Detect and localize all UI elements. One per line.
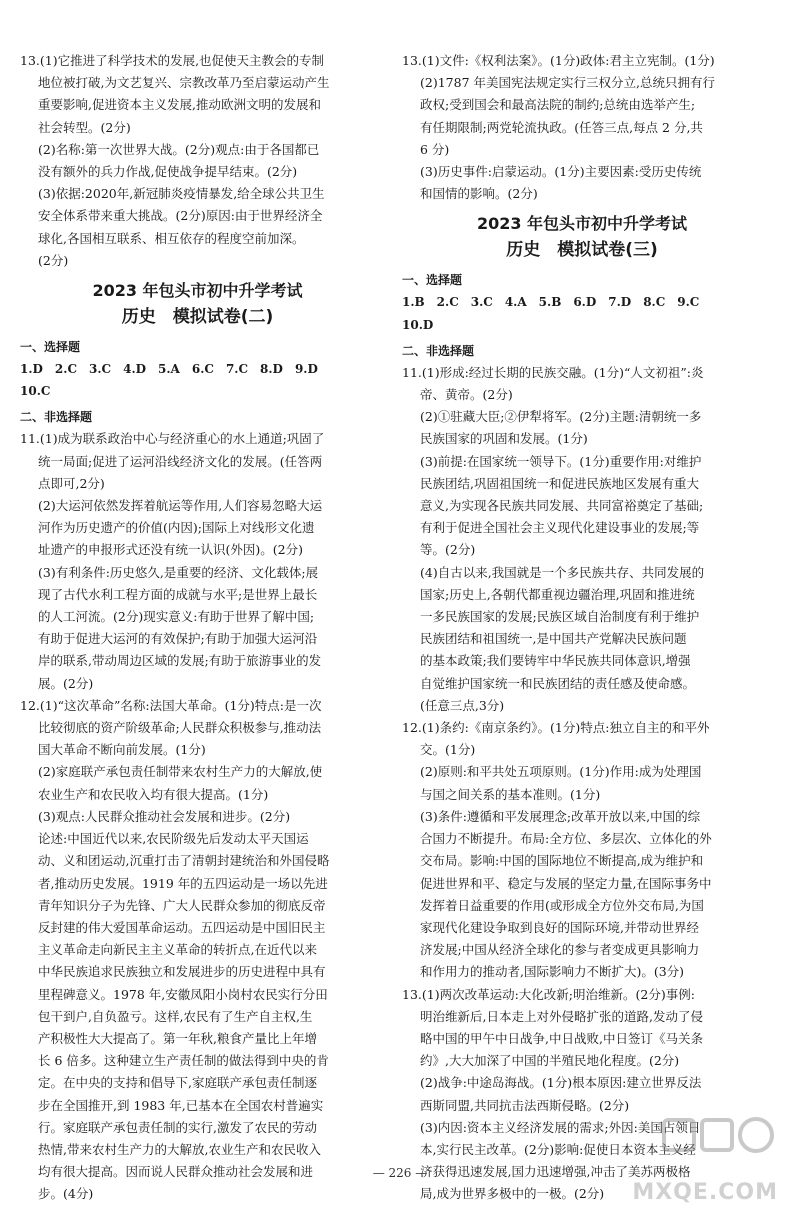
text-line: 步在全国推开,到 1983 年,已基本在全国农村普遍实	[38, 1097, 324, 1113]
left-answer-lines	[20, 428, 375, 1205]
text-line: (2)战争:中途岛海战。(1分)根本原因:建立世界反法	[420, 1075, 702, 1091]
watermark-logo-icon	[660, 1114, 778, 1174]
text-line: 产积极性大大提高了。第一年秋,粮食产量比上年增	[38, 1030, 317, 1046]
text-line: (3)条件:遵循和平发展理念;改革开放以来,中国的综	[420, 808, 701, 824]
text-line: 济获得迅速发展,国力迅速增强,冲击了美苏两极格	[420, 1164, 691, 1180]
text-line: 长 6 倍多。这种建立生产责任制的做法得到中央的肯	[38, 1053, 329, 1069]
text-line: 定。在中央的支持和倡导下,家庭联产承包责任制逐	[38, 1075, 317, 1091]
right-q13-block	[402, 50, 762, 205]
text-line: 行。家庭联产承包责任制的实行,激发了农民的劳动	[38, 1119, 317, 1135]
text-line: 民族团结和祖国统一,是中国共产党解决民族问题	[420, 631, 687, 647]
text-line: 址遗产的申报形式还没有统一认识(外因)。(2分)	[38, 542, 303, 558]
text-line: 青年知识分子为先锋、广大人民群众参加的彻底反帝	[38, 897, 326, 913]
text-line: 合国力不断提升。布局:全方位、多层次、立体化的外	[420, 831, 712, 847]
left-q13-block	[20, 50, 375, 272]
text-line: 明治维新后,日本走上对外侵略扩张的道路,发动了侵	[420, 1008, 703, 1024]
text-line: (3)内因:资本主义经济发展的需求;外因:美国占领日	[420, 1119, 701, 1135]
text-line: 重要影响,促进资本主义发展,推动欧洲文明的发展和	[38, 97, 321, 113]
text-line: 主义革命走向新民主主义革命的转折点,在近代以来	[38, 942, 317, 958]
text-line: 均有很大提高。因而说人民群众推动社会发展和进	[38, 1164, 314, 1180]
text-line: 国家;历史上,各朝代都重视边疆治理,巩固和推进统	[420, 586, 695, 602]
exam-subtitle: 历史 模拟试卷(二)	[121, 307, 274, 328]
text-line: (4)自古以来,我国就是一个多民族共存、共同发展的	[420, 564, 705, 580]
text-line: 济发展;中国从经济全球化的参与者变成更具影响力	[420, 942, 700, 958]
text-line: 11.(1)形成:经过长期的民族交融。(1分)“人文初祖”:炎	[402, 364, 704, 380]
text-line: 现了古代水利工程方面的成就与水平;是世界上最长	[38, 586, 318, 602]
text-line: (3)历史事件:启蒙运动。(1分)主要因素:受历史传统	[420, 164, 702, 180]
text-line: 河作为历史遗产的价值(内因);国际上对线形文化遗	[38, 520, 315, 536]
text-line: (2分)	[38, 252, 69, 268]
text-line: 安全体系带来重大挑战。(2分)原因:由于世界经济全	[38, 208, 323, 224]
choice-answers: 10.D	[402, 317, 434, 332]
text-line: 自觉维护国家统一和民族团结的责任感及使命感。	[420, 675, 696, 691]
choice-answers: 10.C	[20, 384, 51, 399]
text-line: 反封建的伟大爱国革命运动。五四运动是中国旧民主	[38, 919, 326, 935]
text-line: 岸的联系,带动周边区域的发展;有助于旅游事业的发	[38, 653, 322, 669]
text-line: 国大革命不断向前发展。(1分)	[38, 742, 206, 758]
text-line: 帝、黄帝。(2分)	[420, 387, 513, 403]
text-line: 民族团结,巩固祖国统一和促进民族地区发展有重大	[420, 475, 699, 491]
text-line: 农业生产和农民收入均有很大提高。(1分)	[38, 786, 269, 802]
text-line: 略中国的甲午中日战争,中日战败,中日签订《马关条	[420, 1030, 703, 1046]
text-line: (任意三点,3分)	[420, 697, 505, 713]
text-line: 和国情的影响。(2分)	[420, 186, 538, 202]
text-line: 13.(1)两次改革运动:大化改新;明治维新。(2分)事例:	[402, 986, 695, 1002]
text-line: 中华民族追求民族独立和发展进步的历史进程中具有	[38, 964, 326, 980]
text-line: 13.(1)文件:《权利法案》。(1分)政体:君主立宪制。(1分)	[402, 53, 715, 68]
text-line: 与国之间关系的基本准则。(1分)	[420, 786, 601, 802]
text-line: 局,成为世界多极中的一极。(2分)	[420, 1186, 605, 1202]
left-column	[20, 50, 375, 1206]
text-line: 6 分)	[420, 141, 450, 157]
text-line: 里程碑意义。1978 年,安徽凤阳小岗村农民实行分田	[38, 986, 328, 1002]
choice-answers: 1.B 2.C 3.C 4.A 5.B 6.D 7.D 8.C 9.C	[402, 295, 700, 310]
text-line: (3)有利条件:历史悠久,是重要的经济、文化载体;展	[38, 564, 319, 580]
text-line: 统一局面;促进了运河沿线经济文化的发展。(任答两	[38, 453, 323, 469]
text-line: 论述:中国近代以来,农民阶级先后发动太平天国运	[38, 831, 309, 847]
text-line: (2)1787 年美国宪法规定实行三权分立,总统只拥有行	[420, 75, 715, 91]
text-line: (3)观点:人民群众推动社会发展和进步。(2分)	[38, 808, 291, 824]
text-line: 12.(1)“这次革命”名称:法国大革命。(1分)特点:是一次	[20, 697, 322, 713]
text-line: 和作用力的推动者,国际影响力不断扩大)。(3分)	[420, 964, 685, 980]
text-line: (2)大运河依然发挥着航运等作用,人们容易忽略大运	[38, 498, 323, 514]
text-line: 动、义和团运动,沉重打击了清朝封建统治和外国侵略	[38, 853, 330, 869]
text-line: 包干到户,自负盈亏。这样,农民有了生产自主权,生	[38, 1008, 313, 1024]
text-line: 家现代化建设争取到良好的国际环境,并带动世界经	[420, 919, 699, 935]
text-line: 有助于促进大运河的有效保护;有助于加强大运河沿	[38, 631, 318, 647]
text-line: 步。(4分)	[38, 1186, 94, 1202]
text-line: 交。(1分)	[420, 742, 476, 758]
choice-answers: 1.D 2.C 3.C 4.D 5.A 6.C 7.C 8.D 9.D	[20, 362, 318, 377]
text-line: 12.(1)条约:《南京条约》。(1分)特点:独立自主的和平外	[402, 720, 710, 736]
text-line: 者,推动历史发展。1919 年的五四运动是一场以先进	[38, 875, 328, 891]
watermark	[632, 1114, 778, 1205]
section-heading: 二、非选择题	[20, 410, 93, 425]
text-line: 约》,大大加深了中国的半殖民地化程度。(2分)	[420, 1053, 680, 1069]
text-line: 13.(1)它推进了科学技术的发展,也促使天主教会的专制	[20, 53, 325, 68]
exam-title: 2023 年包头市初中升学考试	[92, 281, 303, 301]
text-line: 地位被打破,为文艺复兴、宗教改革乃至启蒙运动产生	[38, 75, 330, 91]
text-line: 社会转型。(2分)	[38, 119, 131, 135]
text-line: (2)名称:第一次世界大战。(2分)观点:由于各国都已	[38, 141, 320, 157]
text-line: 民族国家的巩固和发展。(1分)	[420, 431, 588, 447]
text-line: 有利于促进全国社会主义现代化建设事业的发展;等	[420, 520, 700, 536]
text-line: 发挥着日益重要的作用(或形成全方位外交布局,为国	[420, 897, 704, 913]
text-line: 的基本政策;我们要铸牢中华民族共同体意识,增强	[420, 653, 691, 669]
right-answer-lines	[402, 362, 762, 1206]
section-heading: 一、选择题	[402, 273, 463, 288]
text-line: (2)原则:和平共处五项原则。(1分)作用:成为处理国	[420, 764, 702, 780]
text-line: 西斯同盟,共同抗击法西斯侵略。(2分)	[420, 1097, 630, 1113]
right-column	[402, 50, 762, 1206]
section-heading: 二、非选择题	[402, 343, 475, 358]
text-line: 等。(2分)	[420, 542, 476, 558]
text-line: 比较彻底的资产阶级革命;人民群众积极参与,推动法	[38, 720, 322, 736]
text-line: 展。(2分)	[38, 675, 94, 691]
text-line: 有任期限制;两党轮流执政。(任答三点,每点 2 分,共	[420, 119, 703, 135]
text-line: (2)家庭联产承包责任制带来农村生产力的大解放,使	[38, 764, 323, 780]
text-line: (3)前提:在国家统一领导下。(1分)重要作用:对维护	[420, 453, 702, 469]
text-line: 本,实行民主改革。(2分)影响:促使日本资本主义经	[420, 1141, 696, 1157]
page-number: — 226 —	[372, 1166, 428, 1180]
section-heading: 一、选择题	[20, 340, 81, 355]
text-line: (3)依据:2020年,新冠肺炎疫情暴发,给全球公共卫生	[38, 186, 325, 202]
exam-title: 2023 年包头市初中升学考试	[476, 214, 688, 234]
text-line: 11.(1)成为联系政治中心与经济重心的水上通道;巩固了	[20, 431, 325, 447]
text-line: 球化,各国相互联系、相互依存的程度空前加深。	[38, 230, 305, 246]
text-line: (2)①驻藏大臣;②伊犁将军。(2分)主题:清朝统一多	[420, 409, 702, 425]
text-line: 政权;受到国会和最高法院的制约;总统由选举产生;	[420, 97, 696, 113]
text-line: 意义,为实现各民族共同发展、共同富裕奠定了基础;	[420, 498, 704, 514]
exam-subtitle: 历史 模拟试卷(三)	[506, 240, 658, 261]
text-line: 一多民族国家的发展;民族区域自治制度有利于维护	[420, 609, 700, 625]
text-line: 热情,带来农村生产力的大解放,农业生产和农民收入	[38, 1141, 321, 1157]
text-line: 的人工河流。(2分)现实意义:有助于世界了解中国;	[38, 609, 315, 625]
text-line: 点即可,2分)	[38, 475, 105, 491]
text-line: 交布局。影响:中国的国际地位不断提高,成为维护和	[420, 853, 704, 869]
text-line: 促进世界和平、稳定与发展的坚定力量,在国际事务中	[420, 875, 712, 891]
watermark-text: MXQE.COM	[632, 1179, 778, 1205]
text-line: 没有额外的兵力作战,促使战争提早结束。(2分)	[38, 164, 298, 180]
